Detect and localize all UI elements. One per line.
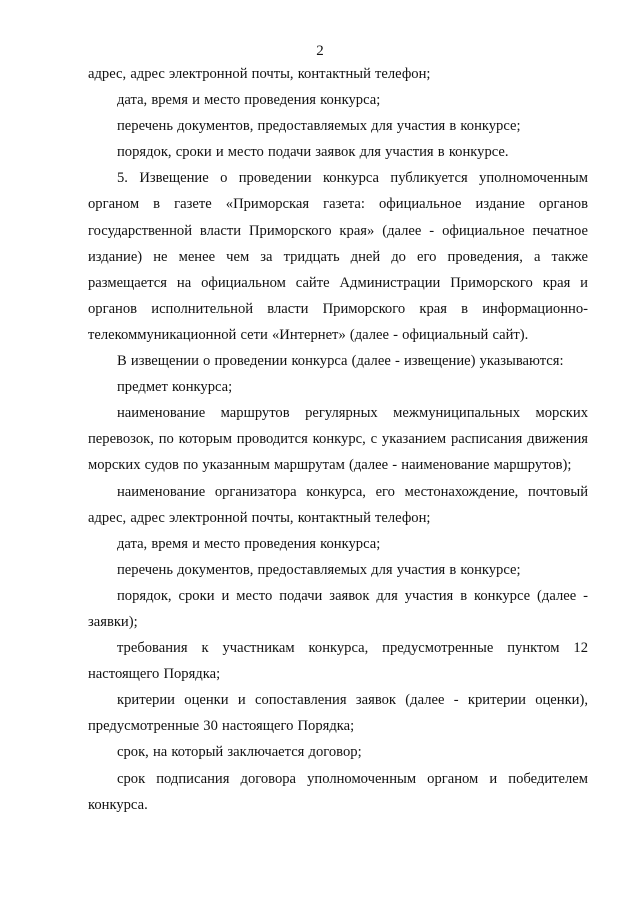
paragraph: перечень документов, предоставляемых для участия в конкурсе; bbox=[117, 118, 521, 135]
paragraph: порядок, сроки и место подачи заявок для участия в конкурсе. bbox=[117, 144, 509, 161]
paragraph: срок, на который заключается договор; bbox=[117, 744, 362, 761]
paragraph: наименование организатора конкурса, его местонахождение, почтовый адрес, адрес электронной почты, контактный телефон; bbox=[88, 483, 588, 526]
paragraph: наименование маршрутов регулярных межмуниципальных морских перевозок, по которым проводится конкурс, с указанием расписания движения морских судов по указанным маршрутам (далее - наименование маршрутов); bbox=[88, 405, 588, 474]
paragraph-clause-5: 5. Извещение о проведении конкурса публикуется уполномоченным органом в газете «Приморская газета: официальное издание органов государственной власти Приморского края» (далее - официальное печатное издание) не менее чем за тридцать дней до его проведения, а также размещается на официальном сайте Администрации Приморского края и органов исполнительной власти Приморского края в информационно-телекоммуникационной сети «Интернет» (далее - официальный сайт). bbox=[88, 170, 588, 343]
paragraph: предмет конкурса; bbox=[117, 379, 233, 396]
paragraph: В извещении о проведении конкурса (далее - извещение) указываются: bbox=[117, 353, 564, 370]
paragraph-continuation: адрес, адрес электронной почты, контактный телефон; bbox=[88, 66, 431, 82]
paragraph: критерии оценки и сопоставления заявок (далее - критерии оценки), предусмотренные 30 настоящего Порядка; bbox=[88, 692, 588, 735]
document-body bbox=[88, 61, 588, 818]
page-number: 2 bbox=[316, 43, 324, 59]
paragraph: порядок, сроки и место подачи заявок для участия в конкурсе (далее - заявки); bbox=[88, 587, 588, 630]
paragraph: дата, время и место проведения конкурса; bbox=[117, 535, 381, 552]
paragraph: дата, время и место проведения конкурса; bbox=[117, 92, 381, 109]
paragraph: срок подписания договора уполномоченным органом и победителем конкурса. bbox=[88, 770, 588, 813]
paragraph: перечень документов, предоставляемых для участия в конкурсе; bbox=[117, 561, 521, 578]
paragraph: требования к участникам конкурса, предусмотренные пунктом 12 настоящего Порядка; bbox=[88, 640, 588, 683]
